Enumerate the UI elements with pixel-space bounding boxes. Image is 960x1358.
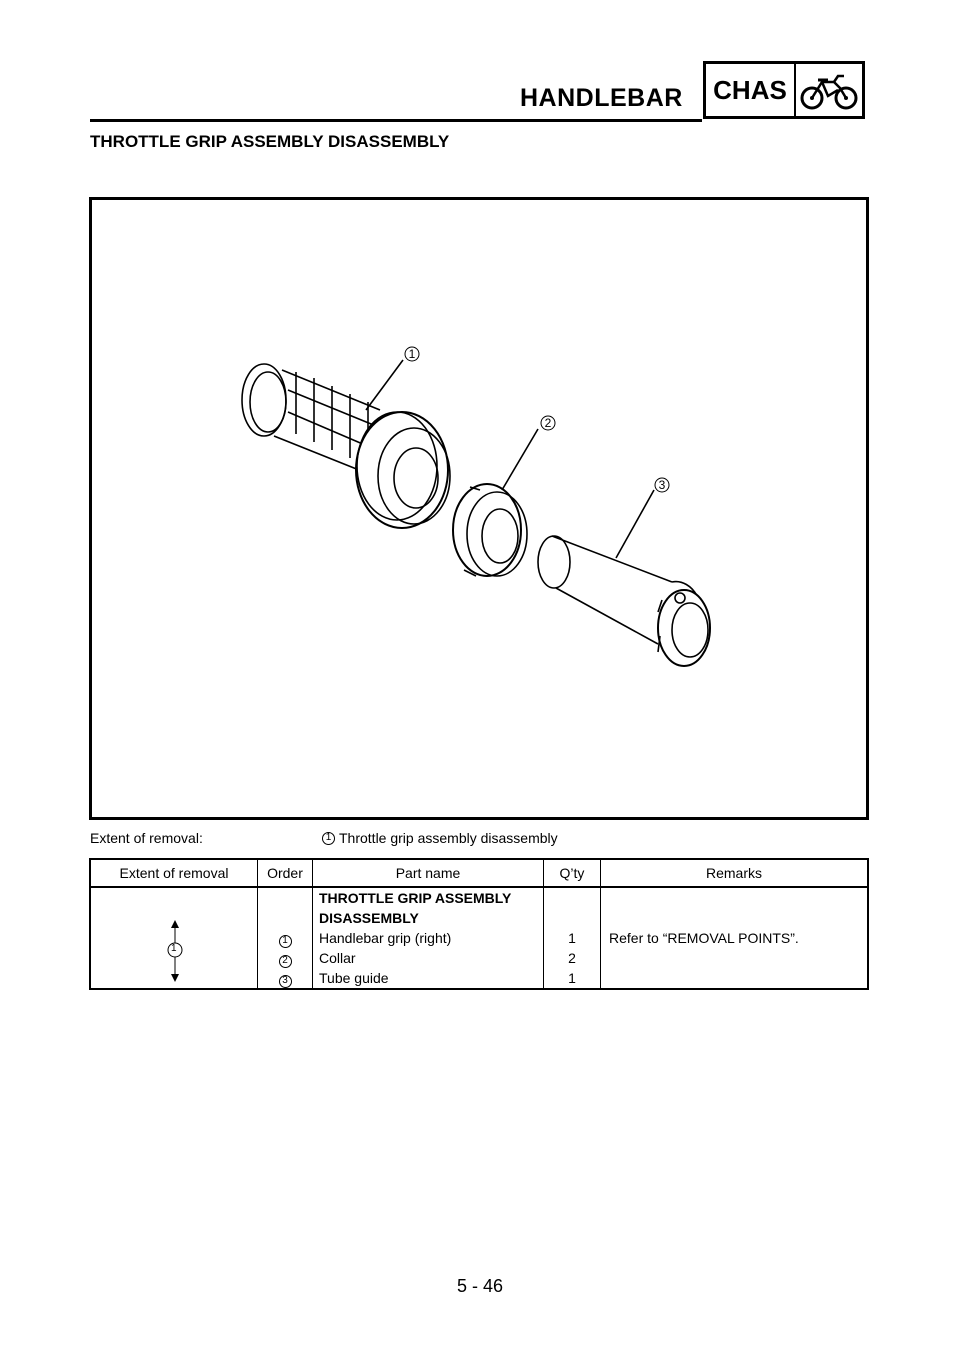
- header-order: Order: [258, 859, 313, 887]
- exploded-view-figure: [89, 197, 869, 820]
- parts-table: [89, 858, 869, 990]
- header-rule: [90, 119, 702, 122]
- qty-value: 1: [568, 930, 576, 946]
- table-row: [90, 887, 868, 989]
- order-badge: 3: [279, 975, 292, 988]
- part-name: Tube guide: [319, 970, 389, 986]
- callout-1: 1: [408, 347, 416, 361]
- header-qty: Q’ty: [544, 859, 601, 887]
- header-part-name: Part name: [313, 859, 544, 887]
- order-cell: [258, 887, 313, 989]
- table-header-row: [90, 859, 868, 887]
- page-number: 5 - 46: [456, 1276, 504, 1296]
- remarks-cell: [601, 887, 869, 989]
- extent-description-text: Throttle grip assembly disassembly: [339, 830, 558, 846]
- assembly-heading-line1: THROTTLE GRIP ASSEMBLY: [319, 890, 512, 906]
- part-name-cell: [313, 887, 544, 989]
- header-remarks: Remarks: [601, 859, 869, 887]
- chapter-badge: [703, 61, 865, 119]
- extent-number-badge: 1: [322, 832, 335, 845]
- callout-3: 3: [658, 478, 666, 492]
- part-name: Collar: [319, 950, 356, 966]
- qty-cell: [544, 887, 601, 989]
- order-badge: 1: [279, 935, 292, 948]
- tube-guide-drawing: [538, 536, 710, 666]
- extent-description: [322, 830, 558, 846]
- order-badge: 2: [279, 955, 292, 968]
- assembly-heading-line2: DISASSEMBLY: [319, 910, 419, 926]
- extent-label: Extent of removal:: [90, 830, 203, 846]
- handlebar-grip-drawing: [242, 364, 450, 528]
- remark-text: Refer to “REMOVAL POINTS”.: [609, 930, 799, 946]
- remark-text: [601, 948, 867, 968]
- chapter-badge-label: CHAS: [706, 64, 796, 116]
- page-title: THROTTLE GRIP ASSEMBLY DISASSEMBLY: [90, 132, 450, 151]
- callout-2: 2: [544, 416, 552, 430]
- throttle-grip-illustration: [92, 200, 866, 817]
- extent-cell: [90, 887, 258, 989]
- section-title: HANDLEBAR: [520, 84, 683, 112]
- remark-text: [601, 968, 867, 988]
- qty-value: 2: [568, 950, 576, 966]
- extent-marker: 1: [171, 943, 177, 954]
- collar-drawing: [453, 484, 527, 576]
- header-extent: Extent of removal: [90, 859, 258, 887]
- extent-range-arrow: [91, 888, 257, 988]
- part-name: Handlebar grip (right): [319, 930, 452, 946]
- motorcycle-icon: [796, 64, 862, 116]
- qty-value: 1: [568, 970, 576, 986]
